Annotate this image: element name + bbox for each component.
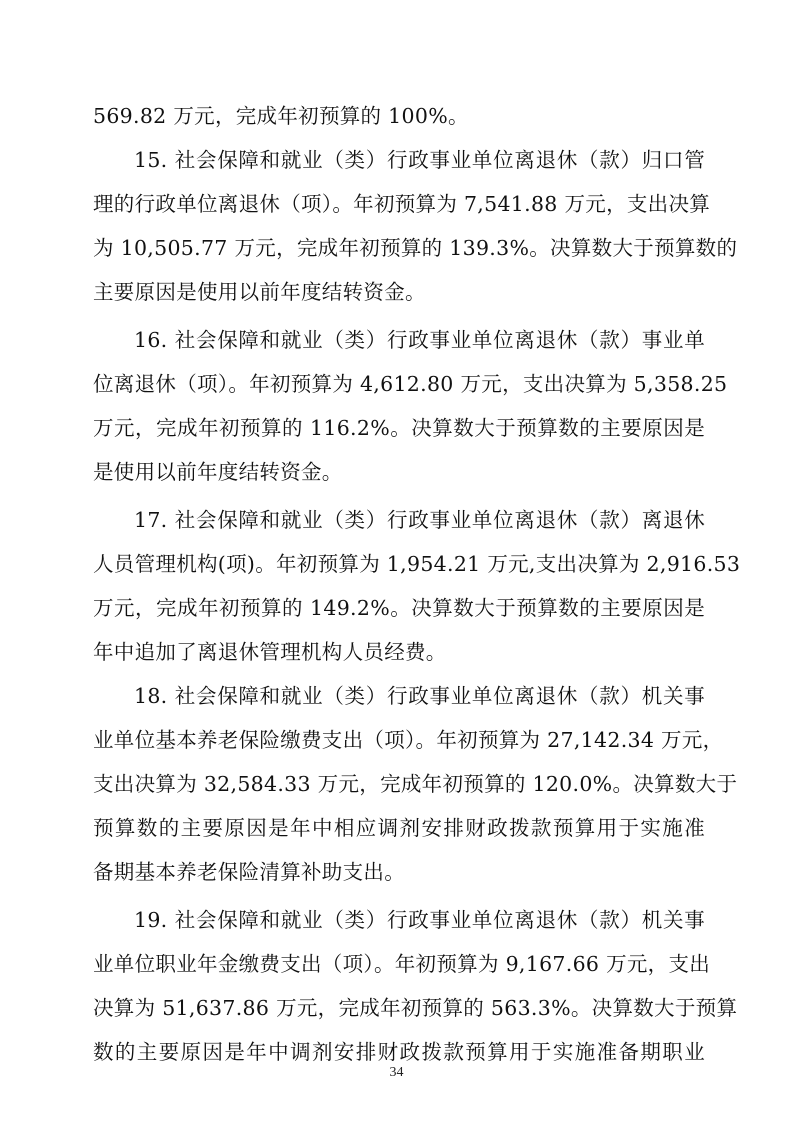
paragraph-line: 是使用以前年度结转资金。: [93, 460, 343, 484]
paragraph-line: 15. 社会保障和就业（类）行政事业单位离退休（款）归口管: [134, 148, 705, 172]
paragraph-line: 万元，完成年初预算的 116.2%。决算数大于预算数的主要原因是: [93, 416, 705, 440]
paragraph-line: 年中追加了离退休管理机构人员经费。: [93, 640, 447, 664]
paragraph-line: 预算数的主要原因是年中相应调剂安排财政拨款预算用于实施准: [93, 816, 705, 840]
paragraph-line: 业单位基本养老保险缴费支出（项）。年初预算为 27,142.34 万元，: [93, 728, 724, 752]
paragraph-line: 位离退休（项）。年初预算为 4,612.80 万元，支出决算为 5,358.25: [93, 372, 728, 396]
paragraph-line: 数的主要原因是年中调剂安排财政拨款预算用于实施准备期职业: [93, 1040, 705, 1064]
page-number: 34: [389, 1065, 404, 1080]
paragraph-line: 万元，完成年初预算的 149.2%。决算数大于预算数的主要原因是: [93, 596, 705, 620]
paragraph-line: 业单位职业年金缴费支出（项）。年初预算为 9,167.66 万元，支出: [93, 952, 711, 976]
paragraph-line: 18. 社会保障和就业（类）行政事业单位离退休（款）机关事: [134, 684, 705, 708]
paragraph-line: 人员管理机构(项)。年初预算为 1,954.21 万元,支出决算为 2,916.53: [93, 552, 741, 576]
paragraph-line: 19. 社会保障和就业（类）行政事业单位离退休（款）机关事: [134, 908, 705, 932]
paragraph-line: 为 10,505.77 万元，完成年初预算的 139.3%。决算数大于预算数的: [93, 236, 738, 260]
paragraph-line: 569.82 万元，完成年初预算的 100%。: [93, 104, 469, 128]
paragraph-line: 16. 社会保障和就业（类）行政事业单位离退休（款）事业单: [134, 328, 705, 352]
paragraph-line: 决算为 51,637.86 万元，完成年初预算的 563.3%。决算数大于预算: [93, 996, 738, 1020]
paragraph-line: 备期基本养老保险清算补助支出。: [93, 860, 405, 884]
paragraph-line: 17. 社会保障和就业（类）行政事业单位离退休（款）离退休: [134, 508, 705, 532]
paragraph-line: 理的行政单位离退休（项）。年初预算为 7,541.88 万元，支出决算: [93, 192, 711, 216]
paragraph-line: 支出决算为 32,584.33 万元，完成年初预算的 120.0%。决算数大于: [93, 772, 738, 796]
paragraph-line: 主要原因是使用以前年度结转资金。: [93, 280, 426, 304]
